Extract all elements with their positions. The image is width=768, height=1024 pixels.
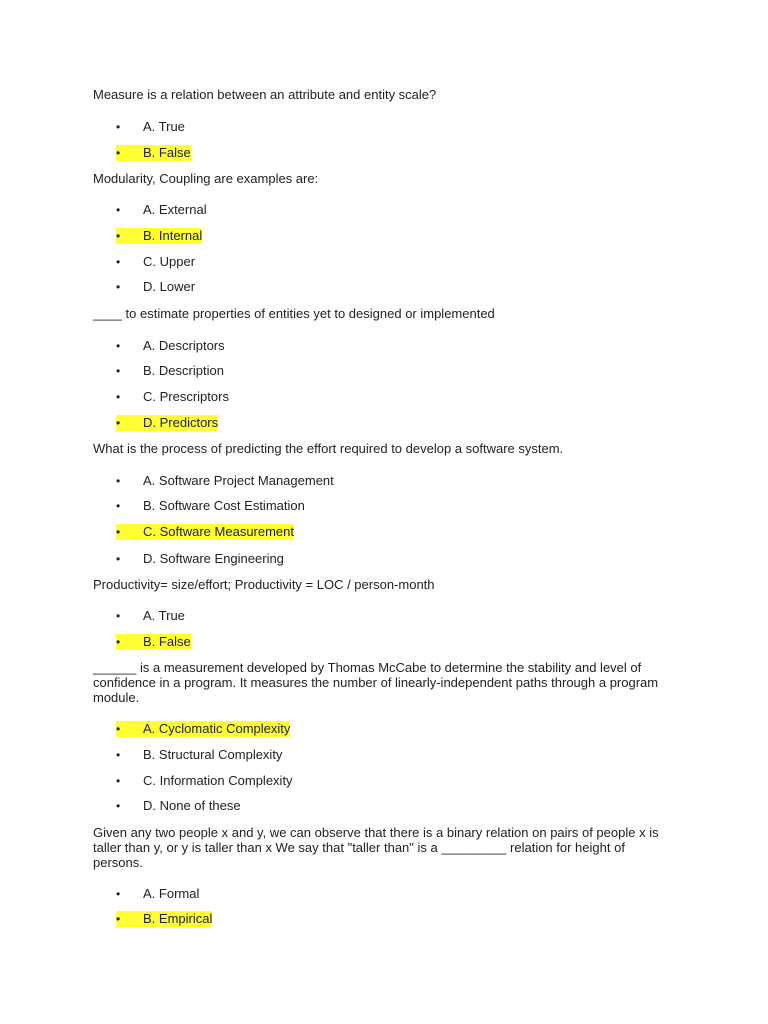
answer-option (116, 202, 207, 218)
bullet-icon: • (116, 474, 121, 488)
answer-option (116, 389, 229, 405)
bullet-icon: • (116, 146, 121, 160)
answer-option-highlighted (116, 228, 202, 244)
bullet-icon: • (116, 339, 121, 353)
answer-option (116, 119, 185, 135)
answer-option (116, 363, 224, 379)
answer-option-label: C. Upper (143, 254, 196, 269)
bullet-icon: • (116, 799, 121, 813)
question-text: Modularity, Coupling are examples are: (93, 171, 319, 186)
answer-option (116, 773, 293, 789)
answer-option-highlighted (116, 415, 218, 431)
bullet-icon: • (116, 525, 121, 539)
bullet-icon: • (116, 552, 121, 566)
answer-option-label: B. Empirical (143, 911, 213, 926)
answer-option-label: B. False (143, 145, 191, 160)
answer-option-highlighted (116, 524, 294, 540)
answer-option-label: C. Prescriptors (143, 389, 229, 404)
question-text: Productivity= size/effort; Productivity = LOC / person-month (93, 577, 435, 592)
bullet-icon: • (116, 203, 121, 217)
bullet-icon: • (116, 229, 121, 243)
bullet-icon: • (116, 774, 121, 788)
question-text: Measure is a relation between an attribute and entity scale? (93, 87, 437, 102)
answer-option-label: A. External (143, 202, 207, 217)
question-text: ____ to estimate properties of entities yet to designed or implemented (93, 306, 495, 321)
bullet-icon: • (116, 280, 121, 294)
answer-option (116, 498, 305, 514)
answer-option-label: B. Structural Complexity (143, 747, 283, 762)
answer-option-highlighted (116, 145, 191, 161)
answer-option-label: C. Software Measurement (143, 524, 295, 539)
bullet-icon: • (116, 499, 121, 513)
bullet-icon: • (116, 390, 121, 404)
answer-option (116, 338, 225, 354)
answer-option (116, 279, 195, 295)
bullet-icon: • (116, 364, 121, 378)
answer-option-label: B. Internal (143, 228, 203, 243)
answer-option-label: A. Formal (143, 886, 200, 901)
bullet-icon: • (116, 748, 121, 762)
answer-option (116, 798, 241, 814)
answer-option-label: D. Predictors (143, 415, 219, 430)
answer-option-label: A. Cyclomatic Complexity (143, 721, 291, 736)
answer-option-label: A. True (143, 608, 185, 623)
answer-option-label: A. Descriptors (143, 338, 225, 353)
answer-option-label: B. Software Cost Estimation (143, 498, 305, 513)
answer-option-highlighted (116, 634, 191, 650)
answer-option (116, 886, 199, 902)
bullet-icon: • (116, 255, 121, 269)
answer-option-label: D. None of these (143, 798, 241, 813)
answer-option-label: B. Description (143, 363, 224, 378)
question-text: ______ is a measurement developed by Thomas McCabe to determine the stability and level of confidence in a program. It measures the number of linearly-independent paths through a program module. (93, 660, 659, 705)
answer-option-label: A. True (143, 119, 185, 134)
question-text: What is the process of predicting the effort required to develop a software system. (93, 441, 564, 456)
answer-option-label: D. Software Engineering (143, 551, 284, 566)
bullet-icon: • (116, 609, 121, 623)
bullet-icon: • (116, 722, 121, 736)
answer-option-highlighted (116, 911, 212, 927)
question-text: Given any two people x and y, we can observe that there is a binary relation on pairs of people x is taller than y, or y is taller than x We say that "taller than" is a _________ relation for height of persons. (93, 825, 659, 870)
answer-option (116, 473, 334, 489)
bullet-icon: • (116, 912, 121, 926)
bullet-icon: • (116, 120, 121, 134)
answer-option-label: B. False (143, 634, 191, 649)
answer-option-label: D. Lower (143, 279, 196, 294)
answer-option-highlighted (116, 721, 290, 737)
bullet-icon: • (116, 887, 121, 901)
answer-option-label: A. Software Project Management (143, 473, 334, 488)
bullet-icon: • (116, 635, 121, 649)
answer-option (116, 551, 284, 567)
answer-option (116, 747, 282, 763)
answer-option-label: C. Information Complexity (143, 773, 293, 788)
answer-option (116, 254, 195, 270)
bullet-icon: • (116, 416, 121, 430)
answer-option (116, 608, 185, 624)
